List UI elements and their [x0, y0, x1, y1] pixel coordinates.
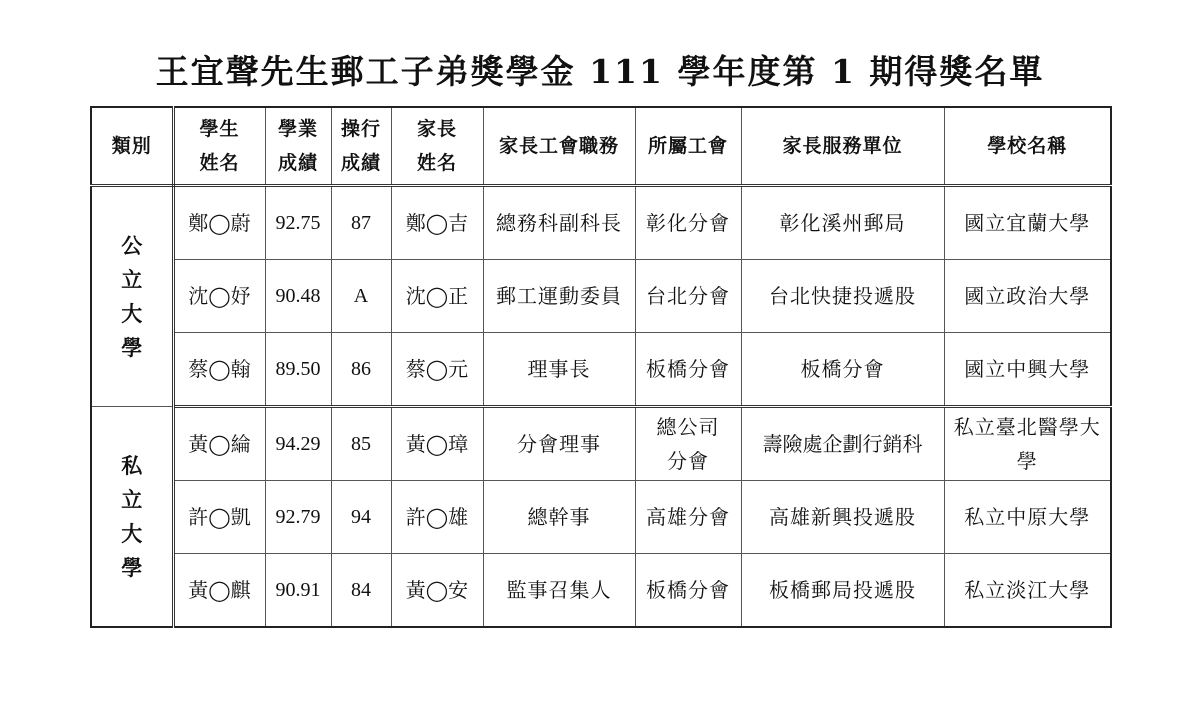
parent-name: 沈◯正 [391, 260, 483, 333]
parent-unit: 板橋郵局投遞股 [741, 554, 944, 628]
header-parent-name: 家長 姓名 [391, 107, 483, 186]
header-parent-position: 家長工會職務 [483, 107, 635, 186]
conduct-score: 86 [331, 333, 391, 407]
category-cell-public: 公立大學 [91, 186, 173, 407]
union: 高雄分會 [635, 481, 741, 554]
table-row [91, 333, 1111, 407]
table-row [91, 260, 1111, 333]
academic-score: 89.50 [265, 333, 331, 407]
student-name: 鄭◯蔚 [173, 186, 265, 260]
academic-score: 90.91 [265, 554, 331, 628]
header-union: 所屬工會 [635, 107, 741, 186]
student-name: 許◯凱 [173, 481, 265, 554]
school-name: 國立中興大學 [944, 333, 1111, 407]
union: 台北分會 [635, 260, 741, 333]
awardee-table [90, 106, 1112, 628]
parent-position: 郵工運動委員 [483, 260, 635, 333]
school-name: 國立宜蘭大學 [944, 186, 1111, 260]
conduct-score: 94 [331, 481, 391, 554]
conduct-score: 85 [331, 407, 391, 481]
parent-unit: 高雄新興投遞股 [741, 481, 944, 554]
table-header-row [91, 107, 1111, 186]
table-row [91, 554, 1111, 628]
union: 總公司分會 [635, 407, 741, 481]
header-conduct-score: 操行 成績 [331, 107, 391, 186]
header-school: 學校名稱 [944, 107, 1111, 186]
header-category: 類別 [91, 107, 173, 186]
parent-unit: 壽險處企劃行銷科 [741, 407, 944, 481]
academic-score: 92.79 [265, 481, 331, 554]
union: 板橋分會 [635, 554, 741, 628]
school-name: 私立淡江大學 [944, 554, 1111, 628]
table-row [91, 407, 1111, 481]
student-name: 黃◯麒 [173, 554, 265, 628]
parent-name: 黃◯璋 [391, 407, 483, 481]
union: 彰化分會 [635, 186, 741, 260]
conduct-score: A [331, 260, 391, 333]
student-name: 黃◯綸 [173, 407, 265, 481]
header-student-name: 學生 姓名 [173, 107, 265, 186]
parent-position: 理事長 [483, 333, 635, 407]
table-row [91, 186, 1111, 260]
parent-name: 鄭◯吉 [391, 186, 483, 260]
table-row [91, 481, 1111, 554]
parent-name: 許◯雄 [391, 481, 483, 554]
header-academic-score: 學業 成績 [265, 107, 331, 186]
school-name: 私立臺北醫學大學 [944, 407, 1111, 481]
parent-unit: 板橋分會 [741, 333, 944, 407]
school-name: 國立政治大學 [944, 260, 1111, 333]
header-parent-unit: 家長服務單位 [741, 107, 944, 186]
parent-position: 分會理事 [483, 407, 635, 481]
category-cell-private: 私立大學 [91, 407, 173, 628]
union: 板橋分會 [635, 333, 741, 407]
academic-score: 90.48 [265, 260, 331, 333]
parent-name: 黃◯安 [391, 554, 483, 628]
student-name: 蔡◯翰 [173, 333, 265, 407]
parent-unit: 台北快捷投遞股 [741, 260, 944, 333]
parent-position: 監事召集人 [483, 554, 635, 628]
academic-score: 94.29 [265, 407, 331, 481]
student-name: 沈◯妤 [173, 260, 265, 333]
conduct-score: 84 [331, 554, 391, 628]
academic-score: 92.75 [265, 186, 331, 260]
page-title: 王宜聲先生郵工子弟獎學金 111 學年度第 1 期得獎名單 [155, 52, 1045, 91]
parent-position: 總務科副科長 [483, 186, 635, 260]
parent-position: 總幹事 [483, 481, 635, 554]
parent-name: 蔡◯元 [391, 333, 483, 407]
school-name: 私立中原大學 [944, 481, 1111, 554]
parent-unit: 彰化溪州郵局 [741, 186, 944, 260]
conduct-score: 87 [331, 186, 391, 260]
